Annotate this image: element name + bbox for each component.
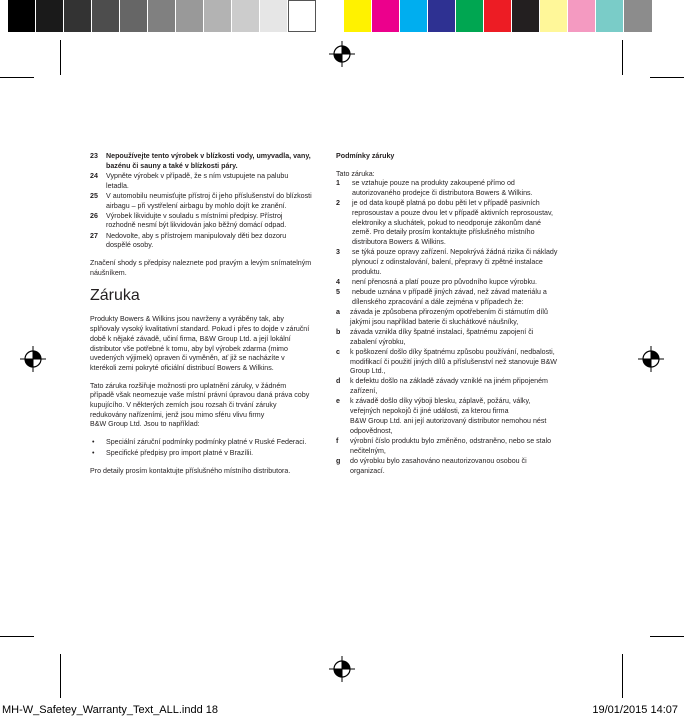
item-text: závada je způsobena přirozeným opotřebením či stárnutím dílů jakými jsou například baterie či sluchátkové náušníky, — [350, 308, 548, 326]
item-text: výrobní číslo produktu bylo změněno, odstraněno, nebo se stalo nečitelným, — [350, 437, 552, 455]
crop-mark — [0, 77, 34, 78]
slug-filename: MH-W_Safetey_Warranty_Text_ALL.indd 18 — [2, 704, 219, 716]
process-color-bar — [344, 0, 652, 32]
item-text: není přenosná a platí pouze pro původního kupce výrobku. — [352, 277, 537, 286]
item-text: Nedovolte, aby s přístrojem manipulovaly děti bez dozoru dospělé osoby. — [106, 231, 287, 250]
color-swatch — [540, 0, 568, 32]
crop-mark — [622, 654, 623, 698]
safety-instructions-list — [90, 152, 312, 251]
gray-swatch — [288, 0, 316, 32]
color-swatch — [596, 0, 624, 32]
item-letter: c — [336, 347, 340, 356]
gray-swatch — [232, 0, 260, 32]
item-letter: d — [336, 377, 341, 386]
sub-list-item — [336, 397, 562, 416]
list-item — [90, 192, 312, 211]
list-item — [90, 212, 312, 231]
bullet-text: Speciální záruční podmínky podmínky platné v Ruské Federaci. — [106, 438, 307, 447]
gray-swatch — [36, 0, 64, 32]
warranty-conditions-list — [336, 179, 562, 307]
conformity-note: Značení shody s předpisy naleznete pod pravým a levým snímatelným náušníkem. — [90, 259, 312, 277]
color-swatch — [624, 0, 652, 32]
bullet-icon: • — [92, 438, 95, 447]
gray-swatch — [204, 0, 232, 32]
item-text: Nepoužívejte tento výrobek v blízkosti vody, umyvadla, vany, bazénu či sauny a také v blízkosti páry. — [106, 152, 311, 170]
contact-paragraph: Pro detaily prosím kontaktujte příslušného místního distributora. — [90, 466, 291, 475]
list-item — [90, 172, 312, 191]
color-swatch — [512, 0, 540, 32]
list-item — [336, 179, 562, 198]
item-text: k poškození došlo díky špatnému způsobu používání, nedbalosti, modifikací či použití jiných dílů a příslušenství než stanovuje B&W Group Ltd., — [350, 347, 557, 376]
print-slug — [0, 702, 684, 718]
warranty-exclusions-list — [336, 308, 562, 476]
registration-mark-icon — [638, 346, 664, 372]
sub-list-item — [336, 377, 562, 396]
color-swatch — [484, 0, 512, 32]
section-heading: Podmínky záruky — [336, 152, 395, 160]
item-text: do výrobku bylo zasahováno neautorizovanou osobou či organizací. — [350, 457, 527, 475]
gray-swatch — [8, 0, 36, 32]
bullet-item — [90, 438, 312, 448]
item-text: Výrobek likvidujte v souladu s místními předpisy. Přístroj rozhodně nesmí být likvidován jako běžný domácí odpad. — [106, 211, 287, 230]
sub-list-item — [336, 308, 562, 327]
item-text: k závadě došlo díky výboji blesku, záplavě, požáru, války, veřejných nepokojů či jiné události, za kterou firma — [350, 397, 531, 416]
item-number: 1 — [336, 179, 340, 188]
item-number: 26 — [90, 211, 98, 220]
warranty-scope-paragraph: Tato záruka rozšiřuje možnosti pro uplatnění záruky, v žádném případě však neomezuje vaše místní právní úpravou daná práva coby kupujícího. V některých zemích jsou rozsah či trvání záruky redukovány nařízeními, jenž jsou mimo sféru vlivu firmy — [90, 381, 310, 419]
crop-mark — [0, 636, 34, 637]
item-number: 2 — [336, 199, 340, 208]
list-item — [336, 199, 562, 248]
item-text: se vztahuje pouze na produkty zakoupené přímo od autorizovaného prodejce či distributora Bowers & Wilkins. — [352, 179, 533, 198]
gray-swatch — [260, 0, 288, 32]
exceptions-list — [90, 438, 312, 458]
registration-mark-icon — [329, 656, 355, 682]
sub-list-item — [336, 348, 562, 377]
item-letter: a — [336, 308, 340, 317]
list-item — [336, 278, 562, 288]
gray-swatch — [148, 0, 176, 32]
item-letter — [336, 417, 350, 436]
warranty-scope-examples: B&W Group Ltd. Jsou to například: — [90, 420, 200, 429]
item-number: 24 — [90, 171, 98, 180]
color-swatch — [400, 0, 428, 32]
item-text: k defektu došlo na základě závady vzniklé na jiném připojeném zařízení, — [350, 377, 548, 396]
color-swatch — [428, 0, 456, 32]
gray-swatch — [64, 0, 92, 32]
intro-label: Tato záruka: — [336, 169, 375, 178]
registration-mark-icon — [329, 41, 355, 67]
crop-mark — [650, 636, 684, 637]
item-number: 4 — [336, 277, 340, 286]
item-text: B&W Group Ltd. ani její autorizovaný distributor nemohou nést odpovědnost, — [350, 417, 547, 435]
item-text: Vypněte výrobek v případě, že s ním vstupujete na palubu letadla. — [106, 171, 289, 190]
crop-mark — [60, 40, 61, 75]
item-number: 25 — [90, 191, 98, 200]
sub-list-item — [336, 328, 562, 347]
item-number: 23 — [90, 152, 98, 160]
gray-swatch — [120, 0, 148, 32]
sub-list-item — [336, 437, 562, 456]
item-text: V automobilu neumisťujte přístroj či jeho příslušenství do blízkosti airbagu – při vystřelení airbagu by mohlo dojít ke zranění. — [106, 191, 312, 210]
color-swatch — [456, 0, 484, 32]
warranty-intro-paragraph: Produkty Bowers & Wilkins jsou navrženy a vyráběny tak, aby splňovaly vysoký kvalitativní standard. Pokud i přes to dojde v záruční době k nějaké závadě, učiní firma, B&W Group Ltd. a její lokální distributor vše potřebné k tomu, aby byl výrobek zdarma (mimo uvedených výjimek) opraven či vyměněn, ať již se nacházíte v kterékoli zemi pokryté oficiální distribucí Bowers & Wilkins. — [90, 315, 310, 372]
sub-list-item — [336, 417, 562, 436]
item-number: 5 — [336, 288, 340, 297]
item-text: nebude uznána v případě jiných závad, než závad materiálu a dílenského zpracování a dále zejména v případech že: — [352, 288, 547, 306]
item-letter: b — [336, 327, 341, 336]
bullet-text: Specifické předpisy pro import platné v Brazílii. — [106, 448, 254, 457]
gray-swatch — [92, 0, 120, 32]
grayscale-color-bar — [8, 0, 316, 32]
item-letter: f — [336, 437, 339, 446]
page-title: Záruka — [90, 287, 140, 305]
item-text: závada vznikla díky špatné instalaci, špatnému zapojení či zabalení výrobku, — [350, 327, 534, 346]
color-swatch — [568, 0, 596, 32]
color-swatch — [372, 0, 400, 32]
sub-list-item — [336, 457, 562, 476]
list-item — [90, 152, 312, 171]
gray-swatch — [176, 0, 204, 32]
item-letter: g — [336, 457, 341, 466]
crop-mark — [650, 77, 684, 78]
registration-mark-icon — [20, 346, 46, 372]
item-number: 27 — [90, 231, 98, 240]
item-text: je od data koupě platná po dobu pěti let v případě pasivních reprosoustav a pouze dvou let v případě aktivních reprosoustav, elektroniky a sluchátek, pokud to neodporuje zákonům dané země. Pro detaily prosím kontaktujte příslušného místního distributora Bowers & Wilkins. — [352, 199, 553, 247]
crop-mark — [60, 654, 61, 698]
color-swatch — [344, 0, 372, 32]
item-text: se týká pouze opravy zařízení. Nepokrývá žádná rizika či náklady plynoucí z odinstalování, balení, přepravy či zpětné instalace produktu. — [352, 248, 558, 276]
right-column — [336, 152, 562, 477]
list-item — [336, 288, 562, 307]
bullet-icon: • — [92, 448, 95, 457]
left-column — [90, 152, 312, 484]
list-item — [336, 248, 562, 277]
bullet-item — [90, 449, 312, 459]
item-letter: e — [336, 397, 340, 406]
item-number: 3 — [336, 248, 340, 257]
crop-mark — [622, 40, 623, 75]
list-item — [90, 232, 312, 251]
slug-date: 19/01/2015 14:07 — [592, 704, 678, 716]
